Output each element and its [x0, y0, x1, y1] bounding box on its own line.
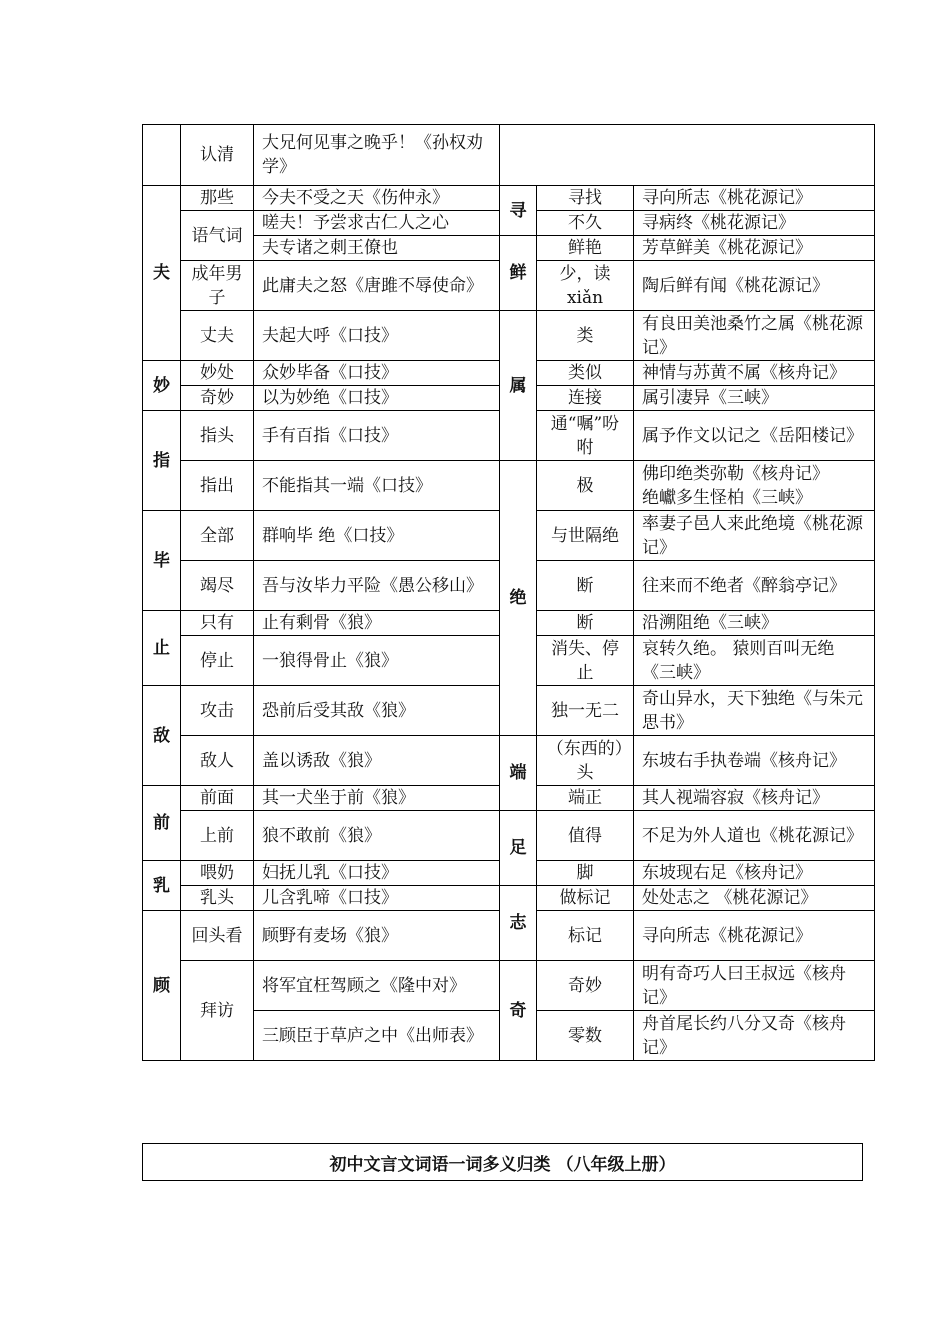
meaning-cell: 独一无二	[537, 686, 634, 736]
meaning-cell: 寻找	[537, 186, 634, 211]
example-cell: 其人视端容寂《核舟记》	[634, 786, 875, 811]
word-qian: 前	[143, 786, 181, 861]
word-zu: 足	[500, 811, 537, 886]
example-cell: 止有剩骨《狼》	[254, 611, 500, 636]
meaning-cell: 指头	[181, 411, 254, 461]
example-cell: 奇山异水，天下独绝《与朱元思书》	[634, 686, 875, 736]
example-line: 绝巘多生怪柏《三峡》	[642, 487, 812, 508]
example-cell: 盖以诱敌《狼》	[254, 736, 500, 786]
meaning-cell: 零数	[537, 1011, 634, 1061]
meaning-cell: 回头看	[181, 911, 254, 961]
word-fu: 夫	[143, 186, 181, 361]
meaning-cell: 丈夫	[181, 311, 254, 361]
example-cell: 将军宜枉驾顾之《隆中对》	[254, 961, 500, 1011]
example-cell: 大兄何见事之晚乎！《孙权劝学》	[254, 125, 500, 186]
example-cell: 有良田美池桑竹之属《桃花源记》	[634, 311, 875, 361]
meaning-cell: 妙处	[181, 361, 254, 386]
word-bi: 毕	[143, 511, 181, 611]
example-cell: 恐前后受其敌《狼》	[254, 686, 500, 736]
meaning-cell: 指出	[181, 461, 254, 511]
example-cell: 属予作文以记之《岳阳楼记》	[634, 411, 875, 461]
example-cell: 处处志之 《桃花源记》	[634, 886, 875, 911]
example-cell: 东坡右手执卷端《核舟记》	[634, 736, 875, 786]
meaning-cell: 少，读xiǎn	[537, 261, 634, 311]
meaning-cell: 喂奶	[181, 861, 254, 886]
example-cell: 顾野有麦场《狼》	[254, 911, 500, 961]
example-cell: 嗟夫！予尝求古仁人之心	[254, 211, 500, 236]
meaning-cell: 拜访	[181, 961, 254, 1061]
example-cell: 不能指其一端《口技》	[254, 461, 500, 511]
example-cell: 以为妙绝《口技》	[254, 386, 500, 411]
meaning-cell: 前面	[181, 786, 254, 811]
example-cell: 哀转久绝。 猿则百叫无绝《三峡》	[634, 636, 875, 686]
meaning-cell: 上前	[181, 811, 254, 861]
meaning-cell: 通“嘱”吩咐	[537, 411, 634, 461]
example-line: 佛印绝类弥勒《核舟记》	[642, 463, 829, 484]
polysemy-table	[142, 124, 875, 1061]
empty-cell	[500, 125, 875, 186]
word-ru: 乳	[143, 861, 181, 911]
example-cell: 属引凄异《三峡》	[634, 386, 875, 411]
word-xun: 寻	[500, 186, 537, 236]
meaning-cell: 断	[537, 561, 634, 611]
example-cell: 东坡现右足《核舟记》	[634, 861, 875, 886]
meaning-cell: 类似	[537, 361, 634, 386]
meaning-cell: 奇妙	[181, 386, 254, 411]
example-cell	[634, 461, 875, 511]
example-cell: 手有百指《口技》	[254, 411, 500, 461]
meaning-cell: 停止	[181, 636, 254, 686]
example-cell: 一狼得骨止《狼》	[254, 636, 500, 686]
meaning-cell: 攻击	[181, 686, 254, 736]
meaning-cell: 成年男子	[181, 261, 254, 311]
meaning-cell: 消失、停止	[537, 636, 634, 686]
word-duan: 端	[500, 736, 537, 811]
meaning-cell: 标记	[537, 911, 634, 961]
word-zhi-finger: 指	[143, 411, 181, 511]
word-di: 敌	[143, 686, 181, 786]
example-cell: 率妻子邑人来此绝境《桃花源记》	[634, 511, 875, 561]
word-zhi-stop: 止	[143, 611, 181, 686]
word-shu: 属	[500, 311, 537, 461]
example-cell: 众妙毕备《口技》	[254, 361, 500, 386]
example-cell: 夫专诸之刺王僚也	[254, 236, 500, 261]
meaning-cell: 端正	[537, 786, 634, 811]
example-cell: 寻病终《桃花源记》	[634, 211, 875, 236]
word-xian: 鲜	[500, 236, 537, 311]
meaning-cell: 做标记	[537, 886, 634, 911]
meaning-cell: 与世隔绝	[537, 511, 634, 561]
meaning-cell: 类	[537, 311, 634, 361]
example-cell: 儿含乳啼《口技》	[254, 886, 500, 911]
word-qi: 奇	[500, 961, 537, 1061]
meaning-cell: 语气词	[181, 211, 254, 261]
word-gu: 顾	[143, 911, 181, 1061]
example-cell: 沿溯阻绝《三峡》	[634, 611, 875, 636]
example-cell: 神情与苏黄不属《核舟记》	[634, 361, 875, 386]
meaning-cell: 乳头	[181, 886, 254, 911]
example-cell: 明有奇巧人曰王叔远《核舟记》	[634, 961, 875, 1011]
meaning-cell: 断	[537, 611, 634, 636]
example-cell: 寻向所志《桃花源记》	[634, 186, 875, 211]
meaning-cell: 那些	[181, 186, 254, 211]
section-title: 初中文言文词语一词多义归类 （八年级上册）	[142, 1143, 863, 1181]
example-cell: 三顾臣于草庐之中《出师表》	[254, 1011, 500, 1061]
word-zhi-mark: 志	[500, 886, 537, 961]
example-cell: 不足为外人道也《桃花源记》	[634, 811, 875, 861]
meaning-cell: 鲜艳	[537, 236, 634, 261]
example-cell: 夫起大呼《口技》	[254, 311, 500, 361]
meaning-cell: 全部	[181, 511, 254, 561]
word-jue: 绝	[500, 461, 537, 736]
example-cell: 今夫不受之天《伤仲永》	[254, 186, 500, 211]
meaning-cell: （东西的）头	[537, 736, 634, 786]
empty-word-cell	[143, 125, 181, 186]
meaning-cell: 不久	[537, 211, 634, 236]
example-cell: 群响毕 绝《口技》	[254, 511, 500, 561]
word-miao: 妙	[143, 361, 181, 411]
example-cell: 其一犬坐于前《狼》	[254, 786, 500, 811]
meaning-cell: 脚	[537, 861, 634, 886]
example-cell: 狼不敢前《狼》	[254, 811, 500, 861]
meaning-cell: 敌人	[181, 736, 254, 786]
example-cell: 吾与汝毕力平险《愚公移山》	[254, 561, 500, 611]
meaning-cell: 极	[537, 461, 634, 511]
example-cell: 此庸夫之怒《唐雎不辱使命》	[254, 261, 500, 311]
example-cell: 寻向所志《桃花源记》	[634, 911, 875, 961]
meaning-cell: 只有	[181, 611, 254, 636]
meaning-cell: 值得	[537, 811, 634, 861]
meaning-cell: 连接	[537, 386, 634, 411]
example-cell: 芳草鲜美《桃花源记》	[634, 236, 875, 261]
example-cell: 妇抚儿乳《口技》	[254, 861, 500, 886]
example-cell: 舟首尾长约八分又奇《核舟记》	[634, 1011, 875, 1061]
meaning-cell: 竭尽	[181, 561, 254, 611]
meaning-cell: 认清	[181, 125, 254, 186]
example-cell: 陶后鲜有闻《桃花源记》	[634, 261, 875, 311]
meaning-cell: 奇妙	[537, 961, 634, 1011]
example-cell: 往来而不绝者《醉翁亭记》	[634, 561, 875, 611]
